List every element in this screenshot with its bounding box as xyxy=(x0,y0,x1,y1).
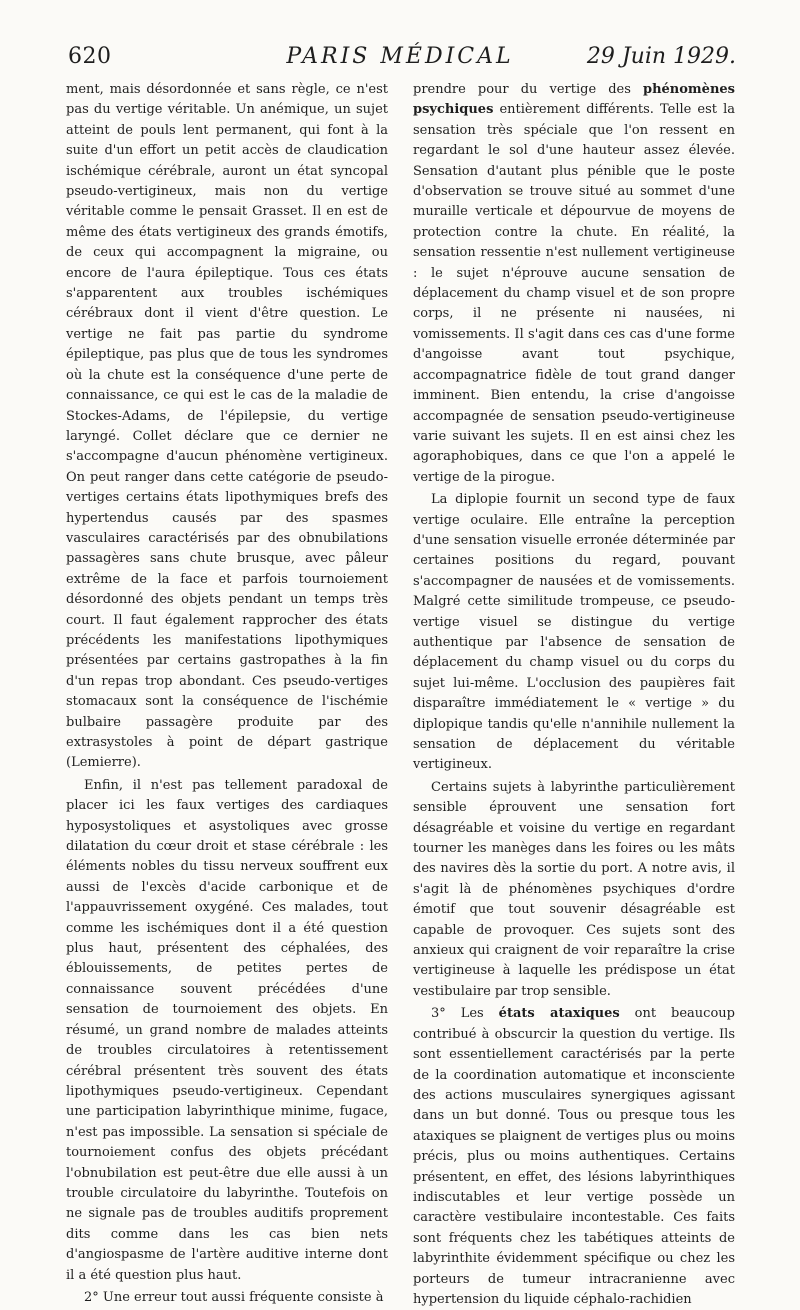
running-header xyxy=(60,38,740,78)
paragraph xyxy=(413,1004,735,1310)
right-column xyxy=(413,80,735,1310)
paragraph: 2° Une erreur tout aussi fréquente consiste à xyxy=(84,1289,384,1305)
paragraph xyxy=(413,80,735,488)
paragraph: ment, mais désordonnée et sans règle, ce n'est pas du vertige véritable. Un anémique, un sujet atteint de pouls lent permanent, qui font à la suite d'un effort un petit accès de claudication ischémique cérébrale, auront un état syncopal pseudo-vertigineux, mais non du vertige véritable comme le pensait Grasset. Il en est de même des états vertigineux des grands émotifs, de ceux qui accompagnent la migraine, ou encore de l'aura épileptique. Tous ces états s'apparentent aux troubles ischémiques cérébraux dont il vient d'être question. Le vertige ne fait pas partie du syndrome épileptique, pas plus que de tous les syndromes où la chute est la conséquence d'une perte de connaissance, ce qui est le cas de la maladie de Stockes-Adams, de l'épilepsie, du vertige laryngé. Collet déclare que ce dernier ne s'accompagne d'aucun phénomène vertigineux. On peut ranger dans cette catégorie de pseudo-vertiges certains états lipothymiques brefs des hypertendus causés par des spasmes vasculaires caractérisés par des obnubilations passagères sans chute brusque, avec pâleur extrême de la face et parfois tournoiement désordonné des objets pendant un temps très court. Il faut également rapprocher des états précédents les manifestations lipothymiques présentées par certains gastropathes à la fin d'un repas trop abondant. Ces pseudo-vertiges stomacaux sont la conséquence de l'ischémie bulbaire passagère produite par des extrasystoles à point de départ gastrique (Lemierre). xyxy=(66,82,388,771)
text-run: 3° Les xyxy=(431,1006,499,1022)
left-column xyxy=(66,80,388,1308)
text-run: prendre pour du vertige des xyxy=(413,82,643,97)
page-number: 620 xyxy=(68,44,112,69)
paragraph: Certains sujets à labyrinthe particulièrement sensible éprouvent une sensation fort désagréable et voisine du vertige en regardant tourner les manèges dans les foires ou les mâts des navires dès la sortie du port. A notre avis, il s'agit là de phénomènes psychiques d'ordre émotif que tout souvenir désagréable est capable de provoquer. Ces sujets sont des anxieux qui craignent de voir reparaître la crise vertigineuse à laquelle les prédispose un état vestibulaire par trop sensible. xyxy=(413,779,735,999)
issue-date: 29 Juin 1929. xyxy=(586,44,736,69)
paragraph: Enfin, il n'est pas tellement paradoxal de placer ici les faux vertiges des cardiaques hyposystoliques et asystoliques avec grosse dilatation du cœur droit et stase cérébrale : les éléments nobles du tissu nerveux souffrent eux aussi de l'excès d'acide carbonique et de l'appauvrissement oxygéné. Ces malades, tout comme les ischémiques dont il a été question plus haut, présentent des céphalées, des éblouissements, de petites pertes de connaissance souvent précédées d'une sensation de tournoiement des objets. En résumé, un grand nombre de malades atteints de troubles circulatoires à retentissement cérébral présentent très souvent des états lipothymiques pseudo-vertigineux. Cependant une participation labyrinthique minime, fugace, n'est pas impossible. La sensation si spéciale de tournoiement confus des objets précédant l'obnubilation est peut-être due elle aussi à un trouble circulatoire du labyrinthe. Toutefois on ne signale pas de troubles auditifs proprement dits comme dans les cas bien nets d'angiospasme de l'artère auditive interne dont il a été question plus haut. xyxy=(66,777,388,1283)
bold-term: phénomènes psychiques xyxy=(413,82,735,118)
journal-title: PARIS MÉDICAL xyxy=(286,44,514,69)
text-run: ont beaucoup contribué à obscurcir la question du vertige. Ils sont essentiellement caractérisés par la perte de la coordination automatique et inconsciente des actions musculaires synergiques agissant dans un but donné. Tous ou presque tous les ataxiques se plaignent de vertiges plus ou moins précis, plus ou moins authentiques. Certains présentent, en effet, des lésions labyrinthiques indiscutables et leur vertige possède un caractère vestibulaire incontestable. Ces faits sont fréquents chez les tabétiques atteints de labyrinthite évidemment spécifique ou chez les porteurs de tumeur intracranienne avec hypertension du liquide céphalo-rachidien xyxy=(413,1006,735,1307)
bold-term: états ataxiques xyxy=(498,1006,620,1022)
paragraph: La diplopie fournit un second type de faux vertige oculaire. Elle entraîne la perception d'une sensation visuelle erronée déterminée par certaines positions du regard, pouvant s'accompagner de nausées et de vomissements. Malgré cette similitude trompeuse, ce pseudo-vertige visuel se distingue du vertige authentique par l'absence de sensation de déplacement du champ visuel ou du corps du sujet lui-même. L'occlusion des paupières fait disparaître immédiatement le « vertige » du diplopique tandis qu'elle n'annihile nullement la sensation de déplacement du véritable vertigineux. xyxy=(413,492,735,773)
text-run: entièrement différents. Telle est la sensation très spéciale que l'on ressent en regardant le sol d'une hauteur assez élevée. Sensation d'autant plus pénible que le poste d'observation se trouve situé au sommet d'une muraille verticale et dépourvue de moyens de protection contre la chute. En réalité, la sensation ressentie n'est nullement vertigineuse : le sujet n'éprouve aucune sensation de déplacement du champ visuel et de son propre corps, il ne présente ni nausées, ni vomissements. Il s'agit dans ces cas d'une forme d'angoisse avant tout psychique, accompagnatrice fidèle de tout grand danger imminent. Bien entendu, la crise d'angoisse accompagnée de sensation pseudo-vertigineuse varie suivant les sujets. Il en est ainsi chez les agoraphobiques, dans ce que l'on a appelé le vertige de la pirogue. xyxy=(413,102,735,485)
